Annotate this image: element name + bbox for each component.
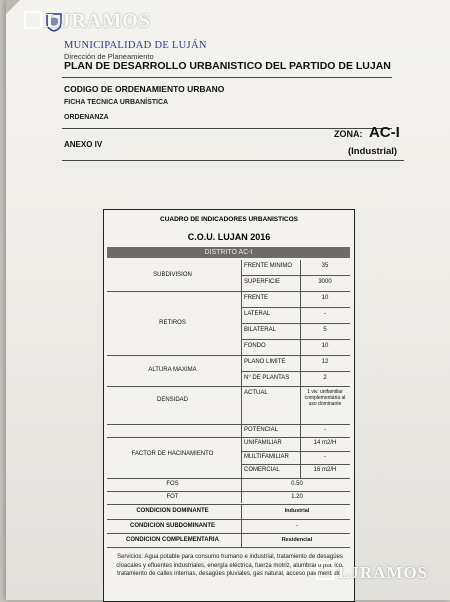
watermark-text: LJRAMOS [46,10,151,32]
row-label: CONDICION DOMINANTE [136,508,209,514]
table-row [107,534,350,548]
indicators-table [103,209,355,602]
sub-label: FONDO [244,343,266,349]
row-divider [241,339,350,340]
row-divider [241,371,350,372]
divider [62,77,392,78]
cell-value: Industrial [284,508,310,514]
cell-value: 12 [321,359,329,365]
cell-value: 16 m2/H [313,467,337,473]
zona-heading [334,124,400,142]
watermark-text: LJRAMOS [338,563,429,582]
row-divider [241,275,350,276]
table-row [107,520,350,534]
municipality-block [64,40,207,61]
ficha-label: FICHA TECNICA URBANÍSTICA [64,99,169,106]
sub-label: SUPERFICIE [244,279,281,285]
sub-label: N° DE PLANTAS [244,375,290,381]
services-note: Servicios: Agua potable para consumo humano e industrial, tratamiento de desagües cloacales y efluentes industriales, energía eléctrica, fuerza motriz, alumbrado público, tratamiento de calles internas, desagües pluviales, gas natural, acceso pavimentado. [116,554,344,577]
table-row [107,479,350,492]
cell-value: - [296,523,298,529]
cell-value: 1 viv. unifamiliar complementaria al uso dominante [304,389,346,407]
watermark-logo-icon [316,562,334,580]
department-name: Dirección de Planeamiento [64,52,154,61]
ordenanza-label: ORDENANZA [64,114,109,121]
cell-value: 35 [321,263,329,269]
cell-value: 5 [323,327,327,333]
sub-label: BILATERAL [244,327,276,333]
row-label: CONDICION COMPLEMENTARIA [126,537,219,543]
table-row [107,356,350,387]
row-label: DENSIDAD [156,397,188,403]
table-subtitle: C.O.U. LUJAN 2016 [187,232,271,242]
cell-value: 0.50 [291,481,303,487]
sub-label: ACTUAL [244,390,268,396]
table-row [107,260,350,292]
cell-value: 10 [321,295,329,301]
cell-value: 14 m2/H [313,440,337,446]
table-row [107,387,350,425]
divider [62,160,404,161]
zona-subtitle: (Industrial) [348,146,398,157]
table-row [107,438,350,479]
watermark-logo-icon [24,11,42,29]
row-label: SUBDIVISION [153,272,192,278]
row-label: ALTURA MAXIMA [148,367,197,373]
cell-value: - [324,427,326,433]
cell-value: - [324,311,326,317]
table-row [107,505,350,520]
zona-value: AC-I [368,124,400,141]
row-label: FACTOR DE HACINAMIENTO [131,451,214,457]
row-label: FOS [166,481,179,487]
sub-label: FRENTE [244,295,268,301]
table-row [107,492,350,505]
cell-value: 3000 [318,279,332,285]
cell-value: Residencial [281,537,313,543]
cell-value: - [324,454,326,460]
sub-label: UNIFAMILIAR [244,440,282,446]
anexo-label: ANEXO IV [64,140,103,149]
sub-label: PLANO LIMITE [244,359,286,365]
row-divider [241,323,350,324]
row-label: FOT [166,494,179,500]
district-band: DISTRITO AC-I [107,247,350,258]
sub-label: LATERAL [244,311,271,317]
cell-value: 2 [323,375,327,381]
cell-value: 10 [321,343,329,349]
watermark-bottom [316,562,428,583]
table-row [107,425,350,438]
row-label: RETIROS [159,320,186,326]
zona-label: ZONA: [334,129,363,139]
sub-label: COMERCIAL [244,467,280,473]
row-divider [241,307,350,308]
sub-label: POTENCIAL [244,427,279,433]
row-label: CONDICION SUBDOMINANTE [130,523,215,529]
cell-value: 1.20 [291,494,303,500]
sub-label: FRENTE MINIMO [244,263,292,269]
plan-title: PLAN DE DESARROLLO URBANISTICO DEL PARTIDO DE LUJAN [64,60,391,72]
table-title: CUADRO DE INDICADORES URBANISTICOS [160,216,298,223]
page-corner-fold [6,0,20,14]
table-row [107,292,350,356]
row-divider [241,451,350,452]
row-divider [241,464,350,465]
code-title: CODIGO DE ORDENAMIENTO URBANO [64,84,225,94]
sub-label: MULTIFAMILIAR [244,454,289,460]
document-page [6,0,450,600]
municipality-name: MUNICIPALIDAD DE LUJÁN [64,40,207,51]
watermark-top [24,10,151,33]
